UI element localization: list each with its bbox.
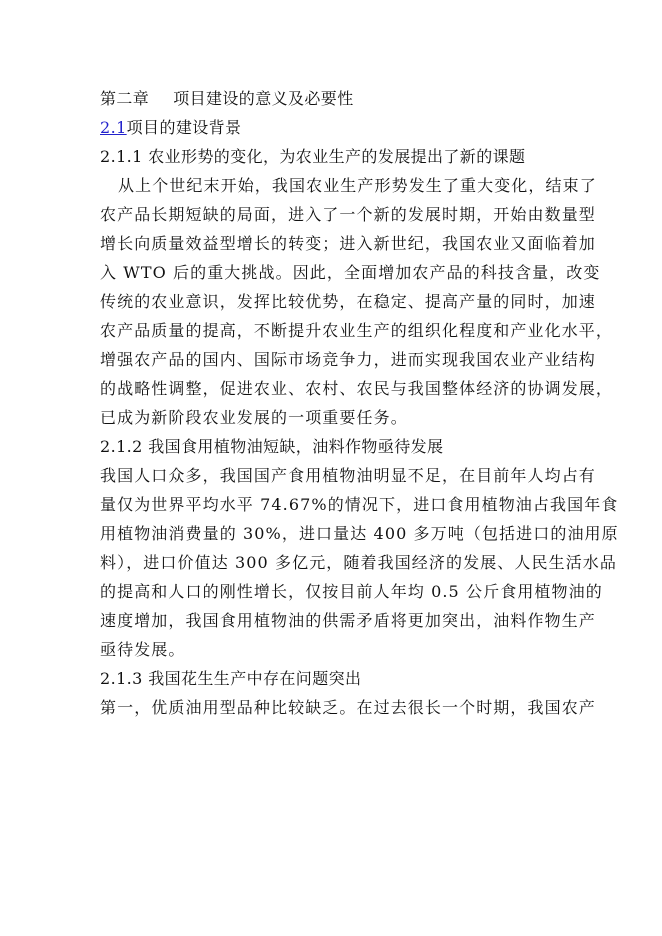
section-2-1-link[interactable]: 2.1 xyxy=(100,118,127,137)
paragraph-line: 农产品质量的提高，不断提升农业生产的组织化程度和产业化水平， xyxy=(100,321,614,340)
chapter-heading xyxy=(100,84,560,113)
paragraph-line: 速度增加，我国食用植物油的供需矛盾将更加突出，油料作物生产 xyxy=(100,611,596,630)
section-2-1-title: 项目的建设背景 xyxy=(126,118,242,137)
paragraph-line: 从上个世纪末开始，我国农业生产形势发生了重大变化，结束了 xyxy=(118,176,597,195)
paragraph-line: 增强农产品的国内、国际市场竞争力，进而实现我国农业产业结构 xyxy=(100,350,596,369)
paragraph-line: 入 WTO 后的重大挑战。因此，全面增加农产品的科技含量，改变 xyxy=(100,263,601,282)
paragraph-line: 料），进口价值达 300 多亿元，随着我国经济的发展、人民生活水品 xyxy=(100,553,618,572)
chapter-title: 项目建设的意义及必要性 xyxy=(173,89,354,108)
paragraph-line: 量仅为世界平均水平 74.67%的情况下，进口食用植物油占我国年食 xyxy=(100,495,619,514)
section-2-1-1-heading: 2.1.1 农业形势的变化，为农业生产的发展提出了新的课题 xyxy=(100,147,526,166)
paragraph-line: 已成为新阶段农业发展的一项重要任务。 xyxy=(100,408,408,427)
paragraph-line: 的提高和人口的刚性增长，仅按目前人年均 0.5 公斤食用植物油的 xyxy=(100,582,603,601)
paragraph-line: 农产品长期短缺的局面，进入了一个新的发展时期，开始由数量型 xyxy=(100,205,596,224)
section-2-1-3-heading: 2.1.3 我国花生生产中存在问题突出 xyxy=(100,669,362,688)
document-page xyxy=(100,84,619,722)
paragraph-line: 我国人口众多，我国国产食用植物油明显不足，在目前年人均占有 xyxy=(100,466,596,485)
paragraph-line: 的战略性调整，促进农业、农村、农民与我国整体经济的协调发展， xyxy=(100,379,614,398)
chapter-number: 第二章 xyxy=(100,89,150,108)
section-2-1-heading xyxy=(100,113,560,142)
paragraph-line: 增长向质量效益型增长的转变；进入新世纪，我国农业又面临着加 xyxy=(100,234,596,253)
paragraph-line: 传统的农业意识，发挥比较优势，在稳定、提高产量的同时，加速 xyxy=(100,292,596,311)
paragraph-line: 用植物油消费量的 30%，进口量达 400 多万吨（包括进口的油用原 xyxy=(100,524,619,543)
section-2-1-2-heading: 2.1.2 我国食用植物油短缺，油料作物亟待发展 xyxy=(100,437,444,456)
paragraph-line: 第一，优质油用型品种比较缺乏。在过去很长一个时期，我国农产 xyxy=(100,698,596,717)
paragraph-line: 亟待发展。 xyxy=(100,640,186,659)
